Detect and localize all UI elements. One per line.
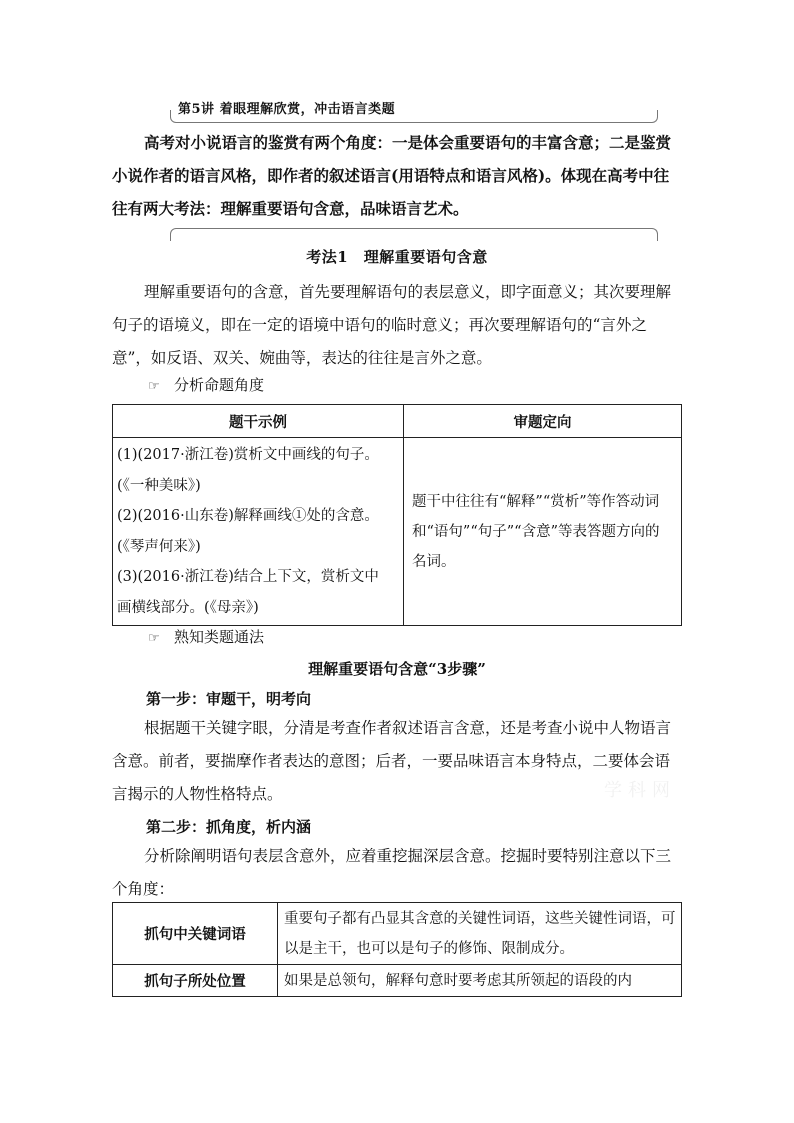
direction-cell: 题干中往往有“解释”“赏析”等作答动词和“语句”“句子”“含意”等表答题方向的名词。 [404, 438, 682, 626]
method-title: 理解重要语句含意“3步骤” [308, 660, 486, 678]
angle-text-cell: 重要句子都有凸显其含意的关键性词语，这些关键性词语，可以是主干，也可以是句子的修饰、限制成分。 [278, 903, 682, 965]
intro-paragraph: 高考对小说语言的鉴赏有两个角度：一是体会重要语句的丰富含意；二是鉴赏小说作者的语言风格，即作者的叙述语言(用语特点和语言风格)。体现在高考中往往有两大考法：理解重要语句含意，品味语言艺术。 [112, 133, 672, 218]
table-row [113, 903, 682, 965]
subhead-analysis [148, 374, 264, 395]
example-line: (1)(2017·浙江卷)赏析文中画线的句子。 [117, 447, 379, 463]
section-title: 考法1 理解重要语句含意 [306, 248, 488, 266]
subhead-analysis-label: 分析命题角度 [174, 376, 265, 394]
example-line: (3)(2016·浙江卷)结合上下文，赏析文中 [117, 569, 379, 585]
table-row [113, 438, 682, 626]
example-line: (《一种美味》) [117, 477, 201, 494]
table-header-cell: 题干示例 [113, 405, 404, 438]
example-line: (2)(2016·山东卷)解释画线①处的含意。 [117, 508, 379, 524]
watermark: 学科网 [604, 780, 676, 801]
table-header-cell: 审题定向 [404, 405, 682, 438]
pointing-hand-icon: ☞ [148, 631, 160, 646]
angle-table [112, 902, 682, 997]
step1-paragraph: 根据题干关键字眼，分清是考查作者叙述语言含意，还是考查小说中人物语言含意。前者，要揣摩作者表达的意图；后者，一要品味语言本身特点，二要体会语言揭示的人物性格特点。 [112, 719, 672, 803]
subhead-familiar-label: 熟知类题通法 [174, 628, 265, 646]
question-table [112, 404, 682, 626]
step1-label: 第一步：审题干，明考向 [146, 690, 312, 708]
lecture-title: 第5讲 着眼理解欣赏，冲击语言类题 [178, 98, 401, 117]
angle-label-cell: 抓句子所处位置 [113, 965, 278, 997]
table-header-row [113, 405, 682, 438]
angle-text-cell: 如果是总领句，解释句意时要考虑其所领起的语段的内 [278, 965, 682, 997]
examples-cell [113, 438, 404, 626]
example-line: (《琴声何来》) [117, 538, 201, 555]
subhead-familiar [148, 626, 264, 647]
section-paragraph: 理解重要语句的含意，首先要理解语句的表层意义，即字面意义；其次要理解句子的语境义，即在一定的语境中语句的临时意义；再次要理解语句的“言外之意”，如反语、双关、婉曲等，表达的往往是言外之意。 [112, 283, 672, 367]
step2-paragraph: 分析除阐明语句表层含意外，应着重挖掘深层含意。挖掘时要特别注意以下三个角度： [112, 847, 672, 898]
table-row [113, 965, 682, 997]
intro-bracket [170, 228, 658, 241]
step2-label: 第二步：抓角度，析内涵 [146, 818, 312, 836]
angle-label-cell: 抓句中关键词语 [113, 903, 278, 965]
pointing-hand-icon: ☞ [148, 379, 160, 394]
example-line: 画横线部分。(《母亲》) [117, 599, 259, 616]
